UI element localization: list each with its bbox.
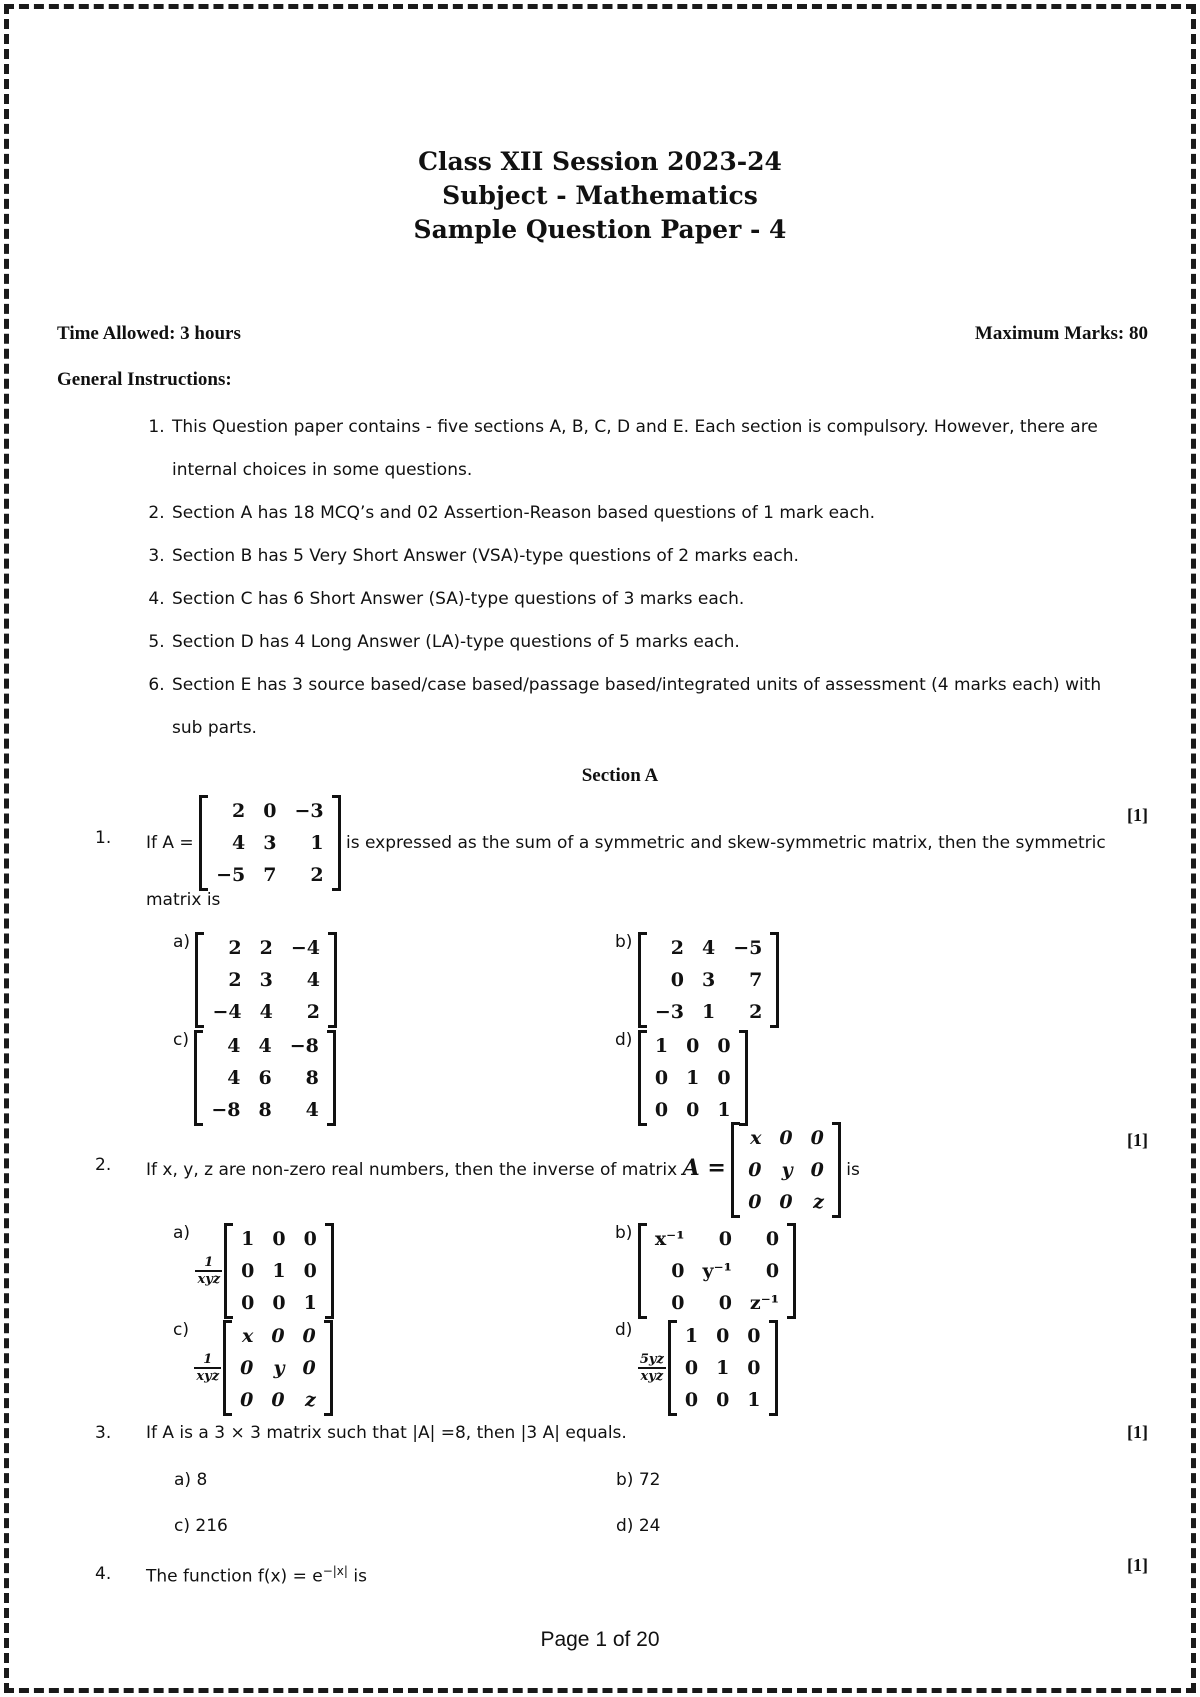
matrix-cell: 1: [303, 1292, 317, 1314]
fraction: [194, 1352, 221, 1384]
time-allowed: Time Allowed: 3 hours: [57, 323, 241, 344]
matrix-cell: 2: [306, 1001, 320, 1023]
option-label: a): [173, 932, 191, 952]
option-d: [615, 1030, 748, 1126]
section-a-title: Section A: [581, 765, 659, 786]
option-matrix: [638, 1030, 748, 1126]
matrix-cell: 0: [810, 1127, 824, 1149]
q2-prefix: If x, y, z are non-zero real numbers, then the inverse of matrix: [146, 1160, 678, 1180]
fraction-numerator: 1: [195, 1255, 222, 1272]
matrix-cell: 0: [718, 1228, 732, 1250]
option-matrix: [195, 932, 337, 1028]
matrix-table: [207, 795, 333, 891]
matrix-row: [739, 1186, 833, 1218]
matrix-row: [676, 1384, 770, 1416]
matrix-cell: 0: [654, 1067, 669, 1089]
matrix-cell: 0: [718, 1292, 732, 1314]
matrix-cell: 0: [654, 1099, 669, 1121]
question-marks: [1]: [1127, 1555, 1148, 1575]
matrix-cell: x: [241, 1325, 254, 1347]
matrix-cell: 1: [241, 1228, 255, 1250]
matrix-cell: −5: [216, 864, 246, 886]
matrix-cell: z: [813, 1191, 824, 1213]
fraction: [638, 1352, 666, 1384]
option-label: d): [615, 1030, 633, 1050]
matrix-cell: 4: [305, 1099, 319, 1121]
matrix-cell: 0: [748, 1159, 762, 1181]
matrix-cell: 0: [271, 1325, 285, 1347]
matrix-row: [646, 1030, 740, 1062]
matrix-cell: 3: [701, 969, 716, 991]
option-a: a) 8: [174, 1470, 208, 1490]
matrix-cell: 2: [259, 937, 273, 959]
matrix-cell: y: [273, 1357, 285, 1379]
option-b: [615, 1223, 796, 1319]
instruction-item: 5. Section D has 4 Long Answer (LA)-type questions of 5 marks each.: [170, 621, 1108, 664]
q4-suffix: is: [347, 1566, 367, 1587]
matrix-table: [676, 1320, 770, 1416]
q4-exponent: −|x|: [322, 1564, 348, 1578]
instructions-list: [148, 406, 1108, 750]
question-1-continuation: matrix is: [146, 890, 221, 910]
matrix-cell: 0: [302, 1325, 316, 1347]
instruction-item: 3. Section B has 5 Very Short Answer (VSA)-type questions of 2 marks each.: [170, 535, 1108, 578]
matrix-cell: 4: [227, 1067, 241, 1089]
matrix-cell: 4: [227, 1035, 241, 1057]
matrix-cell: 0: [263, 800, 277, 822]
matrix-row: [202, 1062, 328, 1094]
question-number: 2.: [95, 1155, 112, 1175]
option-c: [173, 1030, 336, 1126]
matrix-cell: 4: [306, 969, 320, 991]
matrix-row: [203, 964, 329, 996]
matrix-cell: 3: [259, 969, 273, 991]
option-matrix: [224, 1223, 334, 1319]
matrix-row: [739, 1154, 833, 1186]
matrix-cell: 2: [310, 864, 324, 886]
question-1-text: [146, 795, 1106, 891]
matrix-row: [676, 1352, 770, 1384]
matrix-row: [646, 1062, 740, 1094]
matrix-row: [646, 996, 772, 1028]
matrix-cell: 1: [684, 1325, 699, 1347]
matrix-row: [207, 827, 333, 859]
option-label: b): [615, 932, 633, 952]
matrix-table: [646, 1223, 788, 1319]
matrix-cell: 6: [258, 1067, 272, 1089]
matrix-cell: 0: [765, 1260, 780, 1282]
matrix-cell: 2: [228, 969, 242, 991]
option-matrix: [638, 1223, 796, 1319]
matrix-cell: 4: [259, 1001, 273, 1023]
matrix-row: [646, 964, 772, 996]
matrix-cell: 2: [749, 1001, 763, 1023]
question-3-text: If A is a 3 × 3 matrix such that |A| =8, then |3 A| equals.: [146, 1423, 627, 1443]
matrix-row: [232, 1287, 326, 1319]
matrix-cell: 0: [716, 1389, 730, 1411]
matrix-cell: 0: [272, 1228, 286, 1250]
fraction-denominator: xyz: [640, 1369, 664, 1384]
matrix-cell: x: [750, 1127, 762, 1149]
matrix-cell: 0: [671, 1292, 685, 1314]
matrix-cell: 0: [717, 1035, 731, 1057]
matrix-cell: 1: [272, 1260, 286, 1282]
option-d: [615, 1320, 778, 1416]
matrix-row: [646, 1255, 788, 1287]
q1-suffix: is expressed as the sum of a symmetric and skew-symmetric matrix, then the symmetric: [346, 833, 1106, 853]
question-marks: [1]: [1127, 1422, 1148, 1442]
matrix-row: [202, 1030, 328, 1062]
matrix-cell: 1: [310, 832, 324, 854]
paper-header: [0, 145, 1200, 247]
matrix-table: [202, 1030, 328, 1126]
matrix-cell: y: [781, 1159, 793, 1181]
matrix-cell: 1: [701, 1001, 716, 1023]
matrix-cell: 0: [684, 1389, 699, 1411]
matrix-cell: 2: [670, 937, 684, 959]
matrix-row: [207, 859, 333, 891]
header-paper: Sample Question Paper - 4: [413, 215, 787, 244]
option-b: b) 72: [616, 1470, 661, 1490]
matrix-cell: 0: [810, 1159, 824, 1181]
matrix-table: [739, 1122, 833, 1218]
matrix-row: [646, 932, 772, 964]
matrix-cell: 0: [671, 1260, 685, 1282]
matrix-cell: 0: [765, 1228, 780, 1250]
option-matrix: [668, 1320, 778, 1416]
fraction-numerator: 5yz: [639, 1352, 664, 1367]
matrix-table: [231, 1320, 325, 1416]
matrix-cell: 7: [749, 969, 763, 991]
matrix-row: [231, 1320, 325, 1352]
fraction-numerator: 1: [194, 1352, 221, 1369]
matrix-cell: 0: [716, 1325, 730, 1347]
question-4-text: [146, 1564, 367, 1587]
option-matrix: [223, 1320, 333, 1416]
fraction-denominator: xyz: [197, 1272, 221, 1287]
page-number: Page 1 of 20: [540, 1628, 660, 1651]
matrix-cell: 0: [302, 1357, 316, 1379]
question-marks: [1]: [1127, 805, 1148, 825]
matrix-row: [232, 1223, 326, 1255]
matrix-cell: 0: [686, 1099, 700, 1121]
option-label: c): [173, 1030, 189, 1050]
question-2-text: [146, 1122, 860, 1218]
fraction: [195, 1255, 222, 1287]
matrix-cell: 0: [240, 1357, 254, 1379]
option-a: [173, 1223, 334, 1319]
header-subject: Subject - Mathematics: [442, 181, 758, 210]
matrix-cell: z⁻¹: [749, 1292, 780, 1314]
matrix-cell: 0: [670, 969, 684, 991]
matrix-row: [739, 1122, 833, 1154]
option-label: d): [615, 1320, 633, 1340]
matrix-row: [646, 1287, 788, 1319]
matrix-cell: 0: [303, 1228, 317, 1250]
question-number: 1.: [95, 828, 112, 848]
matrix-cell: 4: [232, 832, 246, 854]
matrix-cell: 7: [263, 864, 277, 886]
matrix-row: [231, 1352, 325, 1384]
matrix-cell: 0: [686, 1035, 700, 1057]
matrix-row: [203, 996, 329, 1028]
matrix-row: [232, 1255, 326, 1287]
option-a: [173, 932, 337, 1028]
matrix-table: [203, 932, 329, 1028]
general-instructions-title: General Instructions:: [57, 369, 232, 390]
instruction-item: 1. This Question paper contains - five sections A, B, C, D and E. Each section is compulsory. However, there are internal choices in some questions.: [170, 406, 1108, 492]
option-c: [173, 1320, 333, 1416]
matrix-cell: −4: [212, 1001, 242, 1023]
instruction-item: 4. Section C has 6 Short Answer (SA)-type questions of 3 marks each.: [170, 578, 1108, 621]
matrix-a: [731, 1122, 841, 1218]
matrix-cell: −8: [289, 1035, 319, 1057]
matrix-cell: 3: [263, 832, 277, 854]
question-number: 4.: [95, 1564, 112, 1584]
matrix-cell: 0: [748, 1191, 762, 1213]
matrix-row: [646, 1223, 788, 1255]
matrix-a-symbol: A =: [682, 1155, 726, 1181]
instruction-item: 6. Section E has 3 source based/case based/passage based/integrated units of assessment (4 marks each) with sub parts.: [170, 664, 1108, 750]
q4-prefix: The function f(x) = e: [146, 1566, 323, 1587]
matrix-cell: 0: [303, 1260, 317, 1282]
matrix-table: [646, 932, 772, 1028]
instruction-item: 2. Section A has 18 MCQ’s and 02 Assertion-Reason based questions of 1 mark each.: [170, 492, 1108, 535]
option-b: [615, 932, 779, 1028]
matrix-cell: 1: [686, 1067, 700, 1089]
matrix-cell: z: [304, 1389, 316, 1411]
matrix-cell: 4: [258, 1035, 272, 1057]
question-number: 3.: [95, 1423, 112, 1443]
matrix-cell: 0: [747, 1325, 761, 1347]
matrix-a: [199, 795, 341, 891]
matrix-cell: 8: [258, 1099, 272, 1121]
matrix-cell: −3: [294, 800, 324, 822]
option-label: b): [615, 1223, 633, 1243]
matrix-cell: 1: [747, 1389, 761, 1411]
matrix-cell: 0: [747, 1357, 761, 1379]
matrix-cell: 0: [271, 1389, 285, 1411]
matrix-cell: 4: [701, 937, 716, 959]
option-d: d) 24: [616, 1516, 661, 1536]
matrix-cell: 0: [717, 1067, 731, 1089]
matrix-cell: 0: [272, 1292, 286, 1314]
option-label: c): [173, 1320, 189, 1340]
question-marks: [1]: [1127, 1130, 1148, 1150]
matrix-cell: 0: [779, 1127, 793, 1149]
matrix-row: [207, 795, 333, 827]
matrix-cell: −5: [733, 937, 763, 959]
q2-suffix: is: [846, 1160, 860, 1180]
matrix-cell: 1: [654, 1035, 669, 1057]
matrix-table: [646, 1030, 740, 1126]
maximum-marks: Maximum Marks: 80: [974, 323, 1148, 344]
matrix-row: [203, 932, 329, 964]
option-c: c) 216: [174, 1516, 228, 1536]
matrix-cell: 0: [684, 1357, 699, 1379]
matrix-cell: 1: [717, 1099, 731, 1121]
matrix-cell: 0: [779, 1191, 793, 1213]
matrix-cell: −8: [211, 1099, 241, 1121]
matrix-table: [232, 1223, 326, 1319]
matrix-cell: y⁻¹: [702, 1260, 732, 1282]
matrix-cell: −3: [654, 1001, 684, 1023]
matrix-row: [676, 1320, 770, 1352]
header-class: Class XII Session 2023-24: [418, 147, 782, 176]
matrix-cell: 1: [716, 1357, 730, 1379]
matrix-row: [231, 1384, 325, 1416]
matrix-cell: 8: [305, 1067, 319, 1089]
matrix-cell: x⁻¹: [654, 1228, 685, 1250]
fraction-denominator: xyz: [196, 1369, 220, 1384]
matrix-cell: 2: [228, 937, 242, 959]
matrix-cell: 0: [241, 1260, 255, 1282]
option-label: a): [173, 1223, 191, 1243]
matrix-cell: 2: [232, 800, 246, 822]
q1-prefix: If A =: [146, 833, 194, 853]
option-matrix: [638, 932, 780, 1028]
matrix-cell: 0: [241, 1292, 255, 1314]
matrix-cell: −4: [290, 937, 320, 959]
matrix-cell: 0: [240, 1389, 254, 1411]
option-matrix: [194, 1030, 336, 1126]
